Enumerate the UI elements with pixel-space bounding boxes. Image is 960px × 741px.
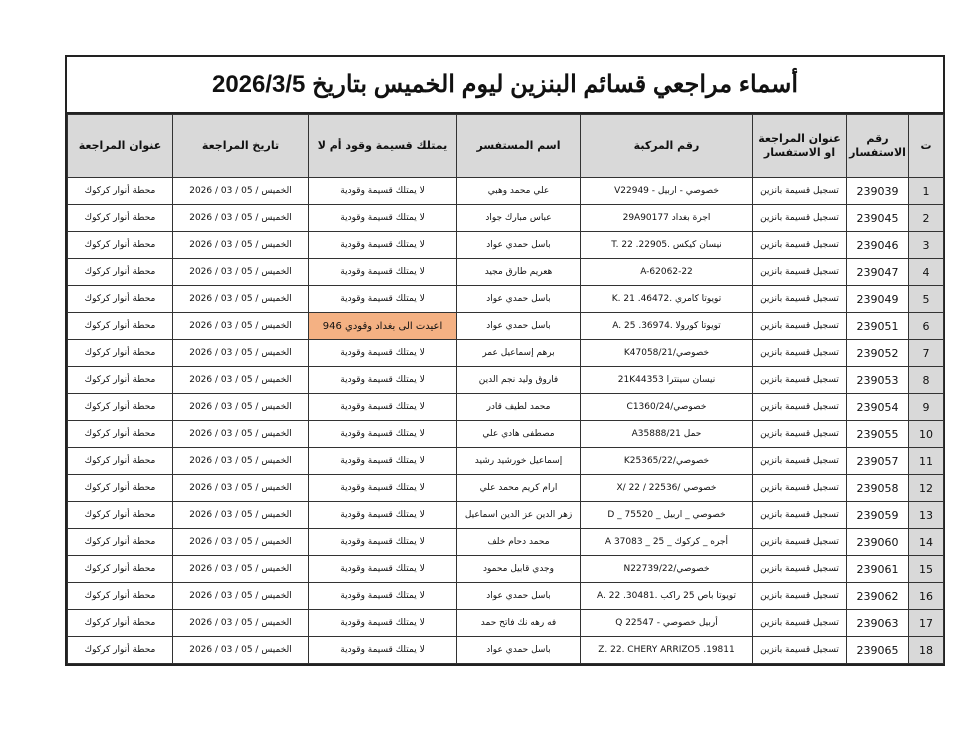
row-vehicle: خصوصي/C1360/24 — [581, 394, 753, 421]
row-vehicle: نيسان كيكس .22905. T. 22 — [581, 232, 753, 259]
row-index: 9 — [909, 394, 944, 421]
row-subject: تسجيل قسيمة بانزين — [753, 205, 847, 232]
row-date: الخميس / 05 / 03 / 2026 — [173, 421, 309, 448]
row-index: 6 — [909, 313, 944, 340]
row-subject: تسجيل قسيمة بانزين — [753, 178, 847, 205]
row-subject: تسجيل قسيمة بانزين — [753, 367, 847, 394]
row-subject: تسجيل قسيمة بانزين — [753, 286, 847, 313]
row-vehicle: تويوتا كورولا .36974. A. 25 — [581, 313, 753, 340]
row-subject: تسجيل قسيمة بانزين — [753, 232, 847, 259]
row-location: محطة أنوار كركوك — [68, 232, 173, 259]
row-inquiry-no: 239059 — [847, 502, 909, 529]
table-row — [68, 259, 944, 286]
row-has-coupon: لا يمتلك قسيمة وقودية — [309, 529, 457, 556]
row-vehicle: خصوصي/K25365/22 — [581, 448, 753, 475]
row-vehicle: خصوصي/N22739/22 — [581, 556, 753, 583]
row-index: 15 — [909, 556, 944, 583]
row-inquiry-no: 239046 — [847, 232, 909, 259]
row-date: الخميس / 05 / 03 / 2026 — [173, 610, 309, 637]
table-row — [68, 637, 944, 664]
row-inquiry-no: 239060 — [847, 529, 909, 556]
table-row — [68, 583, 944, 610]
row-vehicle: 19811. Z. 22. CHERY ARRIZO5 — [581, 637, 753, 664]
row-index: 17 — [909, 610, 944, 637]
row-name: إسماعيل خورشيد رشيد — [457, 448, 581, 475]
row-date: الخميس / 05 / 03 / 2026 — [173, 286, 309, 313]
row-index: 14 — [909, 529, 944, 556]
row-name: ارام كريم محمد علي — [457, 475, 581, 502]
row-location: محطة أنوار كركوك — [68, 529, 173, 556]
table-row — [68, 475, 944, 502]
row-subject: تسجيل قسيمة بانزين — [753, 259, 847, 286]
row-date: الخميس / 05 / 03 / 2026 — [173, 502, 309, 529]
row-inquiry-no: 239052 — [847, 340, 909, 367]
row-inquiry-no: 239061 — [847, 556, 909, 583]
table-row — [68, 205, 944, 232]
table-row — [68, 178, 944, 205]
header-subject: عنوان المراجعة او الاستفسار — [753, 115, 847, 178]
table-row — [68, 313, 944, 340]
row-index: 16 — [909, 583, 944, 610]
row-inquiry-no: 239045 — [847, 205, 909, 232]
row-has-coupon: لا يمتلك قسيمة وقودية — [309, 178, 457, 205]
row-date: الخميس / 05 / 03 / 2026 — [173, 178, 309, 205]
row-has-coupon: لا يمتلك قسيمة وقودية — [309, 610, 457, 637]
row-name: باسل حمدي عواد — [457, 583, 581, 610]
header-vehicle: رقم المركبة — [581, 115, 753, 178]
row-index: 13 — [909, 502, 944, 529]
table-row — [68, 448, 944, 475]
table-row — [68, 502, 944, 529]
row-location: محطة أنوار كركوك — [68, 313, 173, 340]
table-row — [68, 367, 944, 394]
table-row — [68, 286, 944, 313]
row-location: محطة أنوار كركوك — [68, 556, 173, 583]
row-inquiry-no: 239058 — [847, 475, 909, 502]
row-name: برهم إسماعيل عمر — [457, 340, 581, 367]
header-location: عنوان المراجعة — [68, 115, 173, 178]
row-index: 1 — [909, 178, 944, 205]
row-name: باسل حمدي عواد — [457, 313, 581, 340]
row-subject: تسجيل قسيمة بانزين — [753, 556, 847, 583]
row-location: محطة أنوار كركوك — [68, 502, 173, 529]
row-location: محطة أنوار كركوك — [68, 394, 173, 421]
row-subject: تسجيل قسيمة بانزين — [753, 448, 847, 475]
document-sheet — [65, 55, 945, 666]
row-location: محطة أنوار كركوك — [68, 178, 173, 205]
row-date: الخميس / 05 / 03 / 2026 — [173, 556, 309, 583]
row-date: الخميس / 05 / 03 / 2026 — [173, 529, 309, 556]
row-vehicle: خصوصي/K47058/21 — [581, 340, 753, 367]
row-name: محمد لطيف قادر — [457, 394, 581, 421]
row-name: باسل حمدي عواد — [457, 637, 581, 664]
row-date: الخميس / 05 / 03 / 2026 — [173, 340, 309, 367]
row-date: الخميس / 05 / 03 / 2026 — [173, 475, 309, 502]
row-location: محطة أنوار كركوك — [68, 259, 173, 286]
row-vehicle: تويوتا كامري .46472. K. 21 — [581, 286, 753, 313]
header-date: تاريخ المراجعة — [173, 115, 309, 178]
row-inquiry-no: 239065 — [847, 637, 909, 664]
row-subject: تسجيل قسيمة بانزين — [753, 610, 847, 637]
row-index: 8 — [909, 367, 944, 394]
row-date: الخميس / 05 / 03 / 2026 — [173, 205, 309, 232]
row-vehicle: اجرة بغداد 29A90177 — [581, 205, 753, 232]
row-vehicle: 22-A-62062 — [581, 259, 753, 286]
row-inquiry-no: 239063 — [847, 610, 909, 637]
row-inquiry-no: 239054 — [847, 394, 909, 421]
row-location: محطة أنوار كركوك — [68, 286, 173, 313]
row-has-coupon: لا يمتلك قسيمة وقودية — [309, 340, 457, 367]
row-has-coupon: لا يمتلك قسيمة وقودية — [309, 448, 457, 475]
row-subject: تسجيل قسيمة بانزين — [753, 502, 847, 529]
row-date: الخميس / 05 / 03 / 2026 — [173, 367, 309, 394]
row-has-coupon: لا يمتلك قسيمة وقودية — [309, 394, 457, 421]
header-name: اسم المستفسر — [457, 115, 581, 178]
row-location: محطة أنوار كركوك — [68, 340, 173, 367]
row-vehicle: حمل A35888/21 — [581, 421, 753, 448]
table-row — [68, 556, 944, 583]
table-row — [68, 232, 944, 259]
row-inquiry-no: 239047 — [847, 259, 909, 286]
row-inquiry-no: 239062 — [847, 583, 909, 610]
table-row — [68, 610, 944, 637]
row-vehicle: أربيل خصوصي - Q 22547 — [581, 610, 753, 637]
row-vehicle: خصوصي /X/ 22 / 22536 — [581, 475, 753, 502]
row-subject: تسجيل قسيمة بانزين — [753, 421, 847, 448]
header-index: ت — [909, 115, 944, 178]
row-index: 12 — [909, 475, 944, 502]
row-location: محطة أنوار كركوك — [68, 448, 173, 475]
row-location: محطة أنوار كركوك — [68, 610, 173, 637]
row-has-coupon: لا يمتلك قسيمة وقودية — [309, 205, 457, 232]
row-vehicle: أجره _ كركوك _ 25 _ A 37083 — [581, 529, 753, 556]
row-index: 5 — [909, 286, 944, 313]
row-inquiry-no: 239055 — [847, 421, 909, 448]
row-name: فه رهه نك فاتح حمد — [457, 610, 581, 637]
table-header-row — [68, 115, 944, 178]
row-has-coupon: لا يمتلك قسيمة وقودية — [309, 232, 457, 259]
row-location: محطة أنوار كركوك — [68, 367, 173, 394]
row-subject: تسجيل قسيمة بانزين — [753, 313, 847, 340]
row-location: محطة أنوار كركوك — [68, 421, 173, 448]
table-body — [68, 178, 944, 664]
row-has-coupon: لا يمتلك قسيمة وقودية — [309, 475, 457, 502]
row-location: محطة أنوار كركوك — [68, 583, 173, 610]
row-name: علي محمد وهبي — [457, 178, 581, 205]
row-index: 11 — [909, 448, 944, 475]
row-has-coupon: لا يمتلك قسيمة وقودية — [309, 421, 457, 448]
row-location: محطة أنوار كركوك — [68, 475, 173, 502]
page-title: أسماء مراجعي قسائم البنزين ليوم الخميس بتاريخ 2026/3/5 — [67, 57, 943, 114]
row-index: 7 — [909, 340, 944, 367]
table-row — [68, 421, 944, 448]
inquiry-table — [67, 114, 944, 664]
row-index: 2 — [909, 205, 944, 232]
header-inquiry-no: رقم الاستفسار — [847, 115, 909, 178]
row-name: باسل حمدي عواد — [457, 232, 581, 259]
row-index: 3 — [909, 232, 944, 259]
row-index: 4 — [909, 259, 944, 286]
row-name: فاروق وليد نجم الدين — [457, 367, 581, 394]
row-subject: تسجيل قسيمة بانزين — [753, 529, 847, 556]
row-has-coupon: لا يمتلك قسيمة وقودية — [309, 259, 457, 286]
header-has-coupon: يمتلك قسيمة وقود أم لا — [309, 115, 457, 178]
row-location: محطة أنوار كركوك — [68, 637, 173, 664]
row-subject: تسجيل قسيمة بانزين — [753, 475, 847, 502]
row-has-coupon: لا يمتلك قسيمة وقودية — [309, 556, 457, 583]
row-subject: تسجيل قسيمة بانزين — [753, 583, 847, 610]
row-name: باسل حمدي عواد — [457, 286, 581, 313]
row-name: مصطفى هادي علي — [457, 421, 581, 448]
row-name: محمد دحام خلف — [457, 529, 581, 556]
row-name: عباس مبارك جواد — [457, 205, 581, 232]
row-subject: تسجيل قسيمة بانزين — [753, 340, 847, 367]
row-inquiry-no: 239039 — [847, 178, 909, 205]
row-has-coupon: لا يمتلك قسيمة وقودية — [309, 583, 457, 610]
row-index: 10 — [909, 421, 944, 448]
row-date: الخميس / 05 / 03 / 2026 — [173, 448, 309, 475]
row-has-coupon: لا يمتلك قسيمة وقودية — [309, 367, 457, 394]
row-has-coupon: لا يمتلك قسيمة وقودية — [309, 286, 457, 313]
row-index: 18 — [909, 637, 944, 664]
table-row — [68, 394, 944, 421]
row-inquiry-no: 239053 — [847, 367, 909, 394]
table-row — [68, 529, 944, 556]
row-name: وجدي قابيل محمود — [457, 556, 581, 583]
row-vehicle: خصوصي - اربيل - V22949 — [581, 178, 753, 205]
row-location: محطة أنوار كركوك — [68, 205, 173, 232]
row-has-coupon: اعيدت الى بغداد وقودي 946 — [309, 313, 457, 340]
row-vehicle: نيسان سينترا 21K44353 — [581, 367, 753, 394]
table-row — [68, 340, 944, 367]
row-name: هعريم طارق مجيد — [457, 259, 581, 286]
row-date: الخميس / 05 / 03 / 2026 — [173, 394, 309, 421]
row-name: زهر الدين عز الدين اسماعيل — [457, 502, 581, 529]
row-vehicle: تويوتا باص 25 راكب .30481. A. 22 — [581, 583, 753, 610]
row-inquiry-no: 239057 — [847, 448, 909, 475]
row-has-coupon: لا يمتلك قسيمة وقودية — [309, 502, 457, 529]
row-vehicle: خصوصي _ اربيل _ 75520 _ D — [581, 502, 753, 529]
row-date: الخميس / 05 / 03 / 2026 — [173, 259, 309, 286]
row-date: الخميس / 05 / 03 / 2026 — [173, 232, 309, 259]
row-has-coupon: لا يمتلك قسيمة وقودية — [309, 637, 457, 664]
row-date: الخميس / 05 / 03 / 2026 — [173, 637, 309, 664]
row-inquiry-no: 239049 — [847, 286, 909, 313]
row-subject: تسجيل قسيمة بانزين — [753, 637, 847, 664]
row-inquiry-no: 239051 — [847, 313, 909, 340]
row-subject: تسجيل قسيمة بانزين — [753, 394, 847, 421]
row-date: الخميس / 05 / 03 / 2026 — [173, 583, 309, 610]
row-date: الخميس / 05 / 03 / 2026 — [173, 313, 309, 340]
